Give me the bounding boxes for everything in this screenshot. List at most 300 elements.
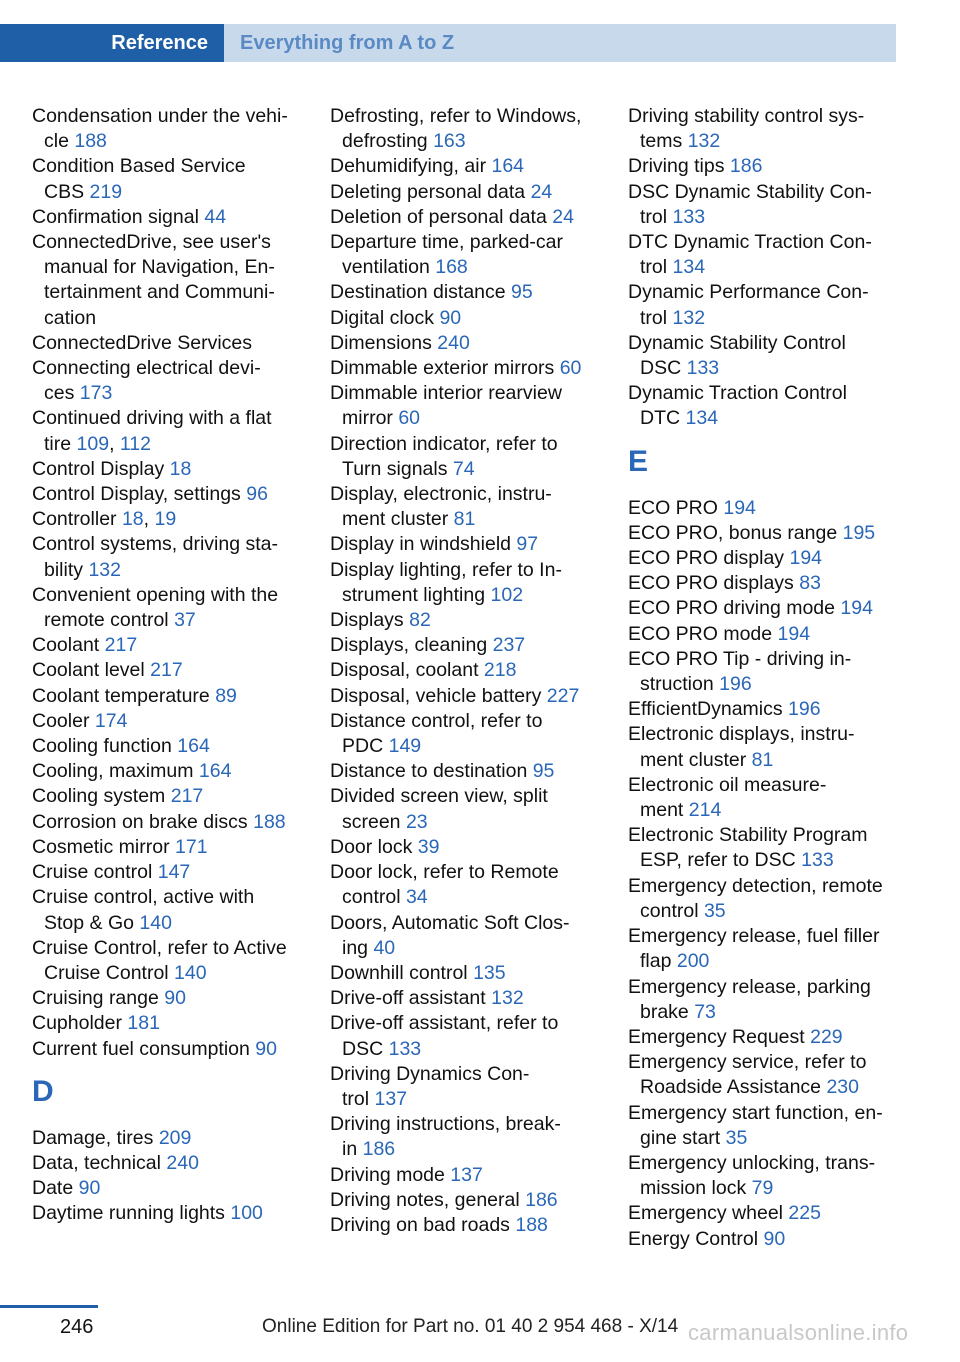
page-link[interactable]: 133	[801, 849, 834, 872]
entry-term: Date	[32, 1177, 79, 1200]
entry-term: Control Display, settings	[32, 483, 247, 506]
entry-continuation: Cruise Control	[44, 961, 175, 984]
index-entry	[330, 633, 600, 658]
entry-term: DSC Dynamic Stability Con-	[628, 180, 872, 203]
page-link[interactable]: 219	[89, 180, 123, 203]
index-entry	[330, 532, 600, 557]
entry-term: Dimmable interior rearview	[330, 382, 562, 405]
entry-term: Driving stability control sys-	[628, 105, 865, 127]
page-number: 246	[60, 1316, 94, 1338]
index-entry	[32, 230, 302, 331]
page-link[interactable]: 44	[204, 205, 227, 228]
entry-term: ECO PRO display	[628, 547, 790, 570]
entry-continuation: ventilation	[342, 256, 436, 279]
page-link[interactable]: 112	[119, 432, 151, 455]
entry-continuation: Stop & Go	[44, 911, 140, 934]
index-entry	[628, 104, 898, 154]
index-entry	[32, 684, 302, 709]
index-entry	[628, 230, 898, 280]
entry-term: EfficientDynamics	[628, 698, 789, 721]
entry-continuation: mirror	[342, 407, 399, 430]
index-entry	[32, 759, 302, 784]
page-link[interactable]: 214	[688, 799, 722, 822]
index-entry	[628, 331, 898, 381]
index-entry	[628, 1101, 898, 1151]
entry-term: ECO PRO Tip - driving in-	[628, 647, 852, 670]
entry-continuation: control	[342, 886, 406, 909]
entry-term: Cosmetic mirror	[32, 835, 176, 858]
entry-term: Cupholder	[32, 1012, 128, 1035]
index-entry	[32, 1176, 302, 1201]
page-link[interactable]: 19	[154, 508, 177, 531]
entry-term: Driving Dynamics Con-	[330, 1062, 530, 1085]
entry-term: Continued driving with a flat	[32, 407, 272, 430]
index-entry	[628, 722, 898, 772]
index-entry	[628, 496, 898, 521]
page-header	[0, 0, 960, 86]
entry-continuation: remote control	[44, 609, 175, 632]
index-entry	[330, 1062, 600, 1112]
entry-continuation: defrosting	[342, 130, 434, 153]
page-link[interactable]: 132	[672, 306, 706, 329]
index-entry	[330, 860, 600, 910]
entry-term: Cruise Control, refer to Active	[32, 936, 287, 959]
index-entry	[330, 759, 600, 784]
entry-continuation: ces	[44, 382, 80, 405]
page-link[interactable]: 227	[546, 684, 580, 707]
entry-term: Convenient opening with the	[32, 583, 279, 606]
entry-term: Displays, cleaning	[330, 634, 493, 657]
index-entry	[628, 521, 898, 546]
entry-continuation: trol	[640, 306, 673, 329]
entry-term: Driving notes, general	[330, 1188, 526, 1211]
entry-term: Cooler	[32, 709, 95, 732]
page-link[interactable]: 132	[491, 987, 524, 1010]
index-entry	[32, 1201, 302, 1226]
index-entry	[32, 457, 302, 482]
page-link[interactable]: 102	[490, 583, 524, 606]
page-link[interactable]: 96	[246, 483, 268, 506]
index-entry	[628, 874, 898, 924]
page-link[interactable]: 89	[215, 684, 237, 707]
index-entry	[330, 1213, 600, 1238]
page-link[interactable]: 188	[515, 1213, 548, 1236]
index-entry	[330, 1011, 600, 1061]
entry-term: Damage, tires	[32, 1126, 159, 1149]
entry-continuation: Turn signals	[342, 457, 453, 480]
index-entry	[330, 432, 600, 482]
page-link[interactable]: 240	[166, 1151, 199, 1174]
page-link[interactable]: 133	[672, 205, 706, 228]
entry-term: Emergency service, refer to	[628, 1051, 867, 1074]
entry-continuation: mission lock	[640, 1177, 752, 1200]
entry-term: Displays	[330, 609, 410, 632]
page-link[interactable]: 135	[473, 961, 506, 984]
entry-term: Display in windshield	[330, 533, 517, 556]
entry-term: Display lighting, refer to In-	[330, 558, 562, 581]
entry-term: Control systems, driving sta-	[32, 533, 278, 556]
entry-term: ConnectedDrive Services	[32, 331, 253, 354]
page-link[interactable]: 35	[725, 1126, 748, 1149]
page-link[interactable]: 140	[174, 961, 207, 984]
entry-term: Divided screen view, split	[330, 785, 548, 808]
page-link[interactable]: 230	[826, 1076, 859, 1099]
page-link[interactable]: 37	[174, 609, 196, 632]
entry-continuation: struction	[640, 673, 720, 696]
index-entry	[330, 658, 600, 683]
entry-term: Cooling system	[32, 785, 171, 808]
entry-continuation: trol	[342, 1087, 375, 1110]
entry-term: Coolant	[32, 634, 105, 657]
index-entry	[330, 709, 600, 759]
index-entry	[330, 558, 600, 608]
index-entry	[628, 596, 898, 621]
page-link[interactable]: 35	[703, 899, 726, 922]
page-link[interactable]: 217	[104, 634, 138, 657]
entry-continuation: DSC	[342, 1037, 389, 1060]
index-entry	[32, 860, 302, 885]
page-link[interactable]: 40	[373, 936, 396, 959]
entry-continuation: DTC	[640, 407, 686, 430]
page-link[interactable]: 133	[686, 357, 720, 380]
entry-term: Condition Based Service	[32, 155, 246, 178]
entry-term: Departure time, parked-car	[330, 231, 564, 254]
index-column-1	[32, 104, 302, 1227]
index-entry	[32, 331, 302, 356]
entry-continuation: ing	[342, 936, 374, 959]
page-link[interactable]: 24	[530, 180, 553, 203]
index-entry	[330, 280, 600, 305]
entry-term: Emergency start function, en-	[628, 1101, 883, 1124]
index-column-3	[628, 104, 898, 1252]
page-link[interactable]: 218	[483, 659, 517, 682]
entry-continuation: CBS	[44, 180, 90, 203]
entry-continuation: ment cluster	[342, 508, 454, 531]
entry-term: Cooling function	[32, 735, 178, 758]
entry-continuation: in	[342, 1138, 363, 1161]
page-link[interactable]: 74	[452, 457, 475, 480]
page-link[interactable]: 95	[511, 281, 533, 304]
entry-term: Current fuel consumption	[32, 1037, 256, 1060]
page-link[interactable]: 188	[253, 810, 286, 833]
page-link[interactable]: 90	[439, 306, 462, 329]
page-link[interactable]: 149	[388, 735, 422, 758]
index-entry	[32, 709, 302, 734]
entry-term: Distance control, refer to	[330, 709, 543, 732]
entry-continuation: trol	[640, 205, 673, 228]
index-entry	[628, 280, 898, 330]
entry-term: Disposal, vehicle battery	[330, 684, 547, 707]
page-link[interactable]: 137	[450, 1163, 483, 1186]
page-link[interactable]: 164	[198, 760, 232, 783]
entry-term: Emergency Request	[628, 1025, 811, 1048]
index-entry	[32, 658, 302, 683]
page-link[interactable]: 60	[398, 407, 421, 430]
page-link[interactable]: 240	[437, 331, 470, 354]
entry-term: Downhill control	[330, 961, 474, 984]
page-link[interactable]: 195	[842, 521, 876, 544]
index-entry	[330, 104, 600, 154]
page-link[interactable]: 90	[164, 987, 186, 1010]
entry-term: ECO PRO driving mode	[628, 597, 841, 620]
entry-term: Cruising range	[32, 987, 165, 1010]
page-link[interactable]: 90	[763, 1227, 786, 1250]
page-link[interactable]: 23	[405, 810, 428, 833]
page-link[interactable]: 18	[169, 457, 192, 480]
entry-continuation: trol	[640, 256, 673, 279]
page-link[interactable]: 95	[532, 760, 555, 783]
index-entry	[32, 734, 302, 759]
page-link[interactable]: 90	[78, 1177, 101, 1200]
entry-term: Door lock, refer to Remote	[330, 861, 559, 884]
entry-term: ConnectedDrive, see user's	[32, 231, 271, 254]
index-entry	[628, 546, 898, 571]
index-entry	[330, 986, 600, 1011]
page-link[interactable]: 90	[255, 1037, 277, 1060]
entry-continuation: Roadside Assistance	[640, 1076, 827, 1099]
index-entry	[628, 823, 898, 873]
index-entry	[628, 1025, 898, 1050]
index-entry	[32, 784, 302, 809]
entry-continuation: bility	[44, 558, 89, 581]
entry-term: Cruise control	[32, 861, 158, 884]
index-entry	[330, 608, 600, 633]
index-entry	[628, 622, 898, 647]
index-letter-heading: D	[32, 1074, 54, 1108]
page-link[interactable]: 100	[230, 1202, 263, 1225]
entry-term: DTC Dynamic Traction Con-	[628, 231, 872, 254]
entry-term: Condensation under the vehi-	[32, 105, 288, 127]
index-entry	[628, 647, 898, 697]
page-link[interactable]: 186	[525, 1188, 558, 1211]
page-link[interactable]: 194	[777, 622, 811, 645]
index-entry	[32, 154, 302, 204]
index-entry	[330, 1163, 600, 1188]
entry-continuation: flap	[640, 950, 677, 973]
page-link[interactable]: 39	[417, 835, 440, 858]
index-entry	[628, 773, 898, 823]
page-link[interactable]: 97	[516, 533, 539, 556]
edition-note: Online Edition for Part no. 01 40 2 954 468 - X/14	[262, 1316, 679, 1337]
entry-term: Dynamic Stability Control	[628, 331, 846, 354]
page-link[interactable]: 188	[74, 130, 107, 153]
entry-term: ECO PRO mode	[628, 622, 778, 645]
page-link[interactable]: 132	[88, 558, 121, 581]
page-link[interactable]: 81	[751, 748, 774, 771]
index-entry	[330, 482, 600, 532]
index-entry	[32, 482, 302, 507]
index-entry	[628, 975, 898, 1025]
page-link[interactable]: 82	[409, 609, 431, 632]
entry-term: Cruise control, active with	[32, 886, 255, 909]
index-entry	[628, 1151, 898, 1201]
page-link[interactable]: 134	[685, 407, 719, 430]
page-link[interactable]: 209	[158, 1126, 192, 1149]
entry-term: Coolant temperature	[32, 684, 216, 707]
page-link[interactable]: 137	[374, 1087, 408, 1110]
entry-term: Dehumidifying, air	[330, 155, 492, 178]
entry-term: Connecting electrical devi-	[32, 357, 261, 380]
index-entry	[330, 306, 600, 331]
entry-term: Confirmation signal	[32, 205, 205, 228]
entry-term: Driving tips	[628, 155, 730, 178]
page-link[interactable]: 132	[687, 130, 721, 153]
page-link[interactable]: 171	[175, 835, 208, 858]
page-link[interactable]: 164	[177, 735, 210, 758]
page-link[interactable]: 73	[694, 1000, 716, 1023]
page-link[interactable]: 83	[799, 572, 821, 595]
entry-term: Emergency release, parking	[628, 975, 871, 998]
page-link[interactable]: 196	[788, 698, 821, 721]
index-entry	[32, 835, 302, 860]
entry-term: Door lock	[330, 835, 418, 858]
index-entry	[32, 810, 302, 835]
page-link[interactable]: 134	[672, 256, 706, 279]
index-entry	[330, 684, 600, 709]
page-link[interactable]: 186	[362, 1138, 396, 1161]
page-link[interactable]: 217	[150, 659, 183, 682]
entry-continuation: control	[640, 899, 704, 922]
index-entry	[628, 1227, 898, 1252]
page-link[interactable]: 194	[789, 547, 823, 570]
entry-continuation: cation	[44, 306, 97, 329]
entry-term: Emergency detection, remote	[628, 874, 883, 897]
index-entry	[32, 104, 302, 154]
index-entry	[330, 180, 600, 205]
entry-term: Dimensions	[330, 331, 438, 354]
entry-continuation: tems	[640, 130, 688, 153]
entry-term: Drive-off assistant	[330, 987, 492, 1010]
entry-continuation: screen	[342, 810, 406, 833]
index-entry	[32, 885, 302, 935]
section-tab	[0, 24, 224, 62]
entry-term: Dynamic Performance Con-	[628, 281, 869, 304]
page-link[interactable]: 79	[751, 1177, 774, 1200]
page-link[interactable]: 60	[559, 357, 582, 380]
index-entry	[32, 205, 302, 230]
page-link[interactable]: 237	[492, 634, 526, 657]
page-link[interactable]: 174	[94, 709, 128, 732]
page-link[interactable]: 194	[723, 496, 756, 519]
entry-continuation: strument lighting	[342, 583, 491, 606]
index-entry	[330, 911, 600, 961]
page-link[interactable]: 168	[435, 256, 468, 279]
entry-term: Electronic oil measure-	[628, 773, 827, 796]
index-entry	[32, 986, 302, 1011]
page-link[interactable]: 194	[840, 597, 873, 620]
page-link[interactable]: 133	[388, 1037, 422, 1060]
page-link[interactable]: 173	[79, 382, 113, 405]
page-link[interactable]: 229	[810, 1025, 843, 1048]
entry-term: Coolant level	[32, 659, 151, 682]
page-link[interactable]: 24	[552, 205, 574, 228]
entry-term: Controller	[32, 508, 122, 531]
index-entry	[32, 1037, 302, 1062]
page-link[interactable]: 186	[729, 155, 763, 178]
entry-continuation: tertainment and Communi-	[44, 281, 275, 304]
index-entry	[330, 784, 600, 834]
index-entry	[32, 1011, 302, 1036]
entry-term: Emergency unlocking, trans-	[628, 1151, 876, 1174]
index-entry: Continued driving with a flat tire 109, 112	[32, 407, 272, 455]
entry-term: ECO PRO, bonus range	[628, 521, 843, 544]
page-link[interactable]: 196	[719, 673, 752, 696]
page-link[interactable]: 181	[127, 1012, 160, 1035]
entry-continuation: cle	[44, 130, 75, 153]
index-entry	[32, 356, 302, 406]
entry-continuation: manual for Navigation, En-	[44, 256, 275, 279]
entry-term: Emergency wheel	[628, 1202, 789, 1225]
page-link[interactable]: 140	[139, 911, 172, 934]
entry-term: Direction indicator, refer to	[330, 432, 558, 455]
index-entry	[32, 583, 302, 633]
index-entry	[32, 532, 302, 582]
entry-term: Electronic Stability Program	[628, 824, 868, 847]
index-entry	[330, 331, 600, 356]
index-entry	[330, 230, 600, 280]
entry-term: Deleting personal data	[330, 180, 531, 203]
entry-term: Driving mode	[330, 1163, 451, 1186]
chapter-label: Everything from A to Z	[240, 31, 455, 54]
page-link[interactable]: 225	[788, 1202, 821, 1225]
index-entry	[628, 154, 898, 179]
entry-term: Emergency release, fuel filler	[628, 925, 880, 948]
page-link[interactable]: 109	[76, 432, 110, 455]
entry-term: Driving instructions, break-	[330, 1113, 561, 1136]
footer-rule	[0, 1305, 98, 1308]
index-entry	[628, 697, 898, 722]
index-entry: Controller 18, 19	[32, 508, 177, 531]
index-entry	[628, 924, 898, 974]
entry-term: Destination distance	[330, 281, 512, 304]
index-entry	[628, 1201, 898, 1226]
page-link[interactable]: 164	[491, 155, 525, 178]
entry-term: Digital clock	[330, 306, 440, 329]
entry-continuation: ESP, refer to DSC	[640, 849, 802, 872]
entry-continuation: gine start	[640, 1126, 726, 1149]
index-entry	[330, 356, 600, 381]
page-link[interactable]: 147	[157, 861, 191, 884]
index-entry	[330, 1188, 600, 1213]
entry-term: ECO PRO	[628, 496, 724, 519]
index-entry	[32, 633, 302, 658]
index-entry	[628, 1050, 898, 1100]
page-link[interactable]: 18	[121, 508, 144, 531]
section-label: Reference	[111, 31, 208, 54]
page-link[interactable]: 217	[170, 785, 204, 808]
entry-term: Driving on bad roads	[330, 1213, 516, 1236]
index-entry	[32, 936, 302, 986]
entry-term: Daytime running lights	[32, 1202, 231, 1225]
entry-term: Data, technical	[32, 1151, 167, 1174]
entry-continuation: ment cluster	[640, 748, 752, 771]
entry-term: Electronic displays, instru-	[628, 723, 855, 746]
entry-term: Defrosting, refer to Windows,	[330, 105, 582, 127]
entry-term: Dynamic Traction Control	[628, 382, 847, 405]
entry-term: Display, electronic, instru-	[330, 483, 552, 506]
entry-continuation: brake	[640, 1000, 695, 1023]
entry-continuation: tire	[44, 432, 77, 455]
page-link[interactable]: 200	[676, 950, 710, 973]
page-link[interactable]: 81	[453, 508, 476, 531]
index-entry	[330, 961, 600, 986]
index-entry	[628, 571, 898, 596]
entry-term: Distance to destination	[330, 760, 533, 783]
page-link[interactable]: 34	[405, 886, 428, 909]
page-link[interactable]: 163	[433, 130, 466, 153]
entry-term: Energy Control	[628, 1227, 764, 1250]
entry-term: Deletion of personal data	[330, 205, 553, 228]
